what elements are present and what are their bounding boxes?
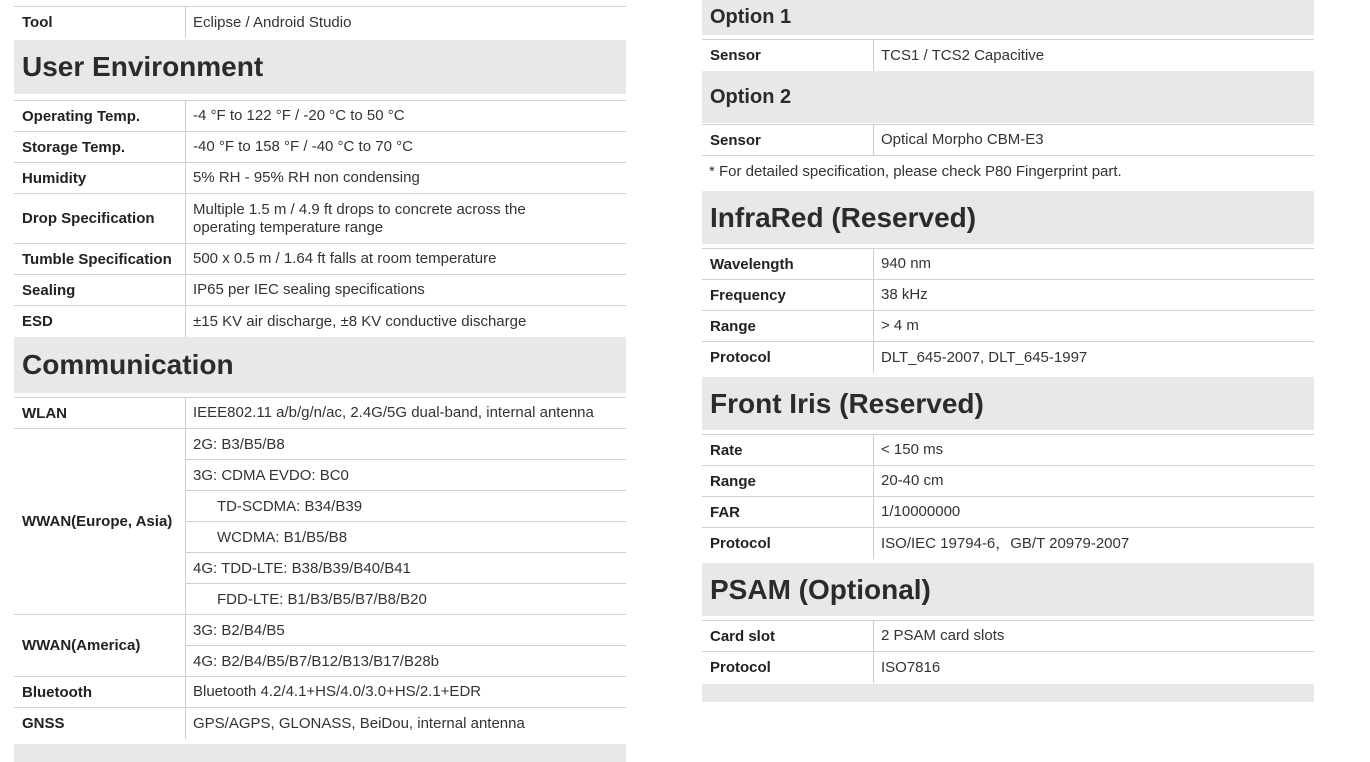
band-line: WCDMA: B1/B5/B8: [186, 522, 626, 553]
section-title-psam: PSAM (Optional): [702, 563, 1314, 616]
column-footer-bar: [14, 744, 626, 762]
spec-label: WWAN(Europe, Asia): [14, 429, 185, 615]
spec-label: Tool: [22, 14, 53, 31]
spec-label: Protocol: [710, 349, 771, 366]
spec-row: [702, 652, 1314, 683]
section-title-communication: Communication: [14, 337, 626, 393]
spec-value: DLT_645-2007, DLT_645-1997: [873, 342, 1314, 373]
spec-value: 2 PSAM card slots: [873, 621, 1314, 651]
spec-row: [14, 101, 626, 132]
spec-value: Eclipse / Android Studio: [185, 7, 626, 38]
spec-row: [702, 125, 1314, 156]
spec-row: [14, 275, 626, 306]
spec-row: [702, 280, 1314, 311]
spec-value: 1/10000000: [873, 497, 1314, 527]
section-title-option-2: Option 2: [702, 71, 1314, 123]
column-footer-bar: [702, 684, 1314, 702]
spec-label: Tumble Specification: [22, 250, 172, 268]
spec-row: [702, 466, 1314, 497]
spec-row: [14, 244, 626, 275]
spec-row: [14, 163, 626, 194]
band-line: TD-SCDMA: B34/B39: [186, 491, 626, 522]
spec-row: [702, 311, 1314, 342]
band-line: 3G: B2/B4/B5: [186, 615, 626, 646]
spec-row-wlan: [14, 398, 626, 429]
spec-row: [702, 497, 1314, 528]
spec-label: Protocol: [710, 535, 771, 552]
spec-row: [702, 40, 1314, 71]
fingerprint-note: * For detailed specification, please check P80 Fingerprint part.: [709, 163, 1122, 180]
spec-label: Protocol: [710, 659, 771, 676]
spec-value: ISO/IEC 19794-6，GB/T 20979-2007: [873, 528, 1314, 559]
spec-label: Bluetooth: [22, 683, 92, 701]
spec-label: ESD: [22, 313, 53, 330]
spec-value: Multiple 1.5 m / 4.9 ft drops to concrete across the operating temperature range: [185, 194, 626, 243]
spec-value: 5% RH - 95% RH non condensing: [185, 163, 626, 193]
band-line: 3G: CDMA EVDO: BC0: [186, 460, 626, 491]
spec-value: Bluetooth 4.2/4.1+HS/4.0/3.0+HS/2.1+EDR: [185, 677, 626, 707]
spec-value: IP65 per IEC sealing specifications: [185, 275, 626, 305]
spec-label: Humidity: [22, 169, 87, 187]
spec-row: [702, 249, 1314, 280]
spec-value: ISO7816: [873, 652, 1314, 683]
spec-value-group: [185, 615, 626, 677]
spec-row: [14, 306, 626, 337]
spec-value: 38 kHz: [873, 280, 1314, 310]
spec-value: ±15 KV air discharge, ±8 KV conductive discharge: [185, 306, 626, 337]
spec-value: Optical Morpho CBM-E3: [873, 125, 1314, 155]
left-spec-column: [14, 0, 626, 762]
spec-label: Storage Temp.: [22, 138, 126, 156]
spec-label: Rate: [710, 441, 743, 459]
right-spec-column: [702, 0, 1314, 702]
spec-value: 500 x 0.5 m / 1.64 ft falls at room temperature: [185, 244, 626, 274]
spec-label: Operating Temp.: [22, 107, 141, 125]
spec-value: GPS/AGPS, GLONASS, BeiDou, internal antenna: [185, 708, 626, 739]
band-line: FDD-LTE: B1/B3/B5/B7/B8/B20: [186, 584, 626, 615]
spec-value: 940 nm: [873, 249, 1314, 279]
section-title-user-environment: User Environment: [14, 40, 626, 94]
spec-label: Sealing: [22, 281, 76, 299]
section-title-front-iris: Front Iris (Reserved): [702, 377, 1314, 430]
spec-value: -4 °F to 122 °F / -20 °C to 50 °C: [185, 101, 626, 131]
spec-row-wwan-america: [14, 615, 626, 677]
spec-row: [702, 342, 1314, 373]
spec-value: > 4 m: [873, 311, 1314, 341]
spec-label: WLAN: [22, 404, 67, 422]
spec-label: Range: [710, 472, 756, 490]
spec-value: TCS1 / TCS2 Capacitive: [873, 40, 1314, 71]
spec-label: Frequency: [710, 286, 786, 304]
spec-value: < 150 ms: [873, 435, 1314, 465]
spec-row: [702, 435, 1314, 466]
spec-row-wwan-europe-asia: [14, 429, 626, 615]
spec-value-group: [185, 429, 626, 615]
spec-label: Wavelength: [710, 255, 794, 273]
spec-row: [702, 528, 1314, 559]
section-title-infrared: InfraRed (Reserved): [702, 191, 1314, 244]
spec-row-gnss: [14, 708, 626, 739]
spec-label: Drop Specification: [22, 210, 155, 227]
spec-row-bluetooth: [14, 677, 626, 708]
section-spacer: [14, 94, 626, 101]
spec-label: WWAN(America): [14, 615, 185, 677]
spec-value: IEEE802.11 a/b/g/n/ac, 2.4G/5G dual-band, internal antenna: [185, 398, 626, 428]
top-divider: [14, 0, 626, 7]
spec-label: Range: [710, 317, 756, 335]
spec-value: 20-40 cm: [873, 466, 1314, 496]
spec-row: [14, 132, 626, 163]
spec-row: [702, 621, 1314, 652]
band-line: 4G: TDD-LTE: B38/B39/B40/B41: [186, 553, 626, 584]
band-line: 2G: B3/B5/B8: [186, 429, 626, 460]
section-title-option-1: Option 1: [702, 0, 1314, 35]
spec-label: Card slot: [710, 627, 776, 645]
band-line: 4G: B2/B4/B5/B7/B12/B13/B17/B28b: [186, 646, 626, 677]
spec-value: -40 °F to 158 °F / -40 °C to 70 °C: [185, 132, 626, 162]
spec-label: FAR: [710, 503, 740, 521]
spec-label: Sensor: [710, 131, 761, 149]
spec-label: Sensor: [710, 47, 761, 64]
spec-row-tool: [14, 7, 626, 38]
spec-row: [14, 194, 626, 244]
spec-label: GNSS: [22, 715, 65, 732]
